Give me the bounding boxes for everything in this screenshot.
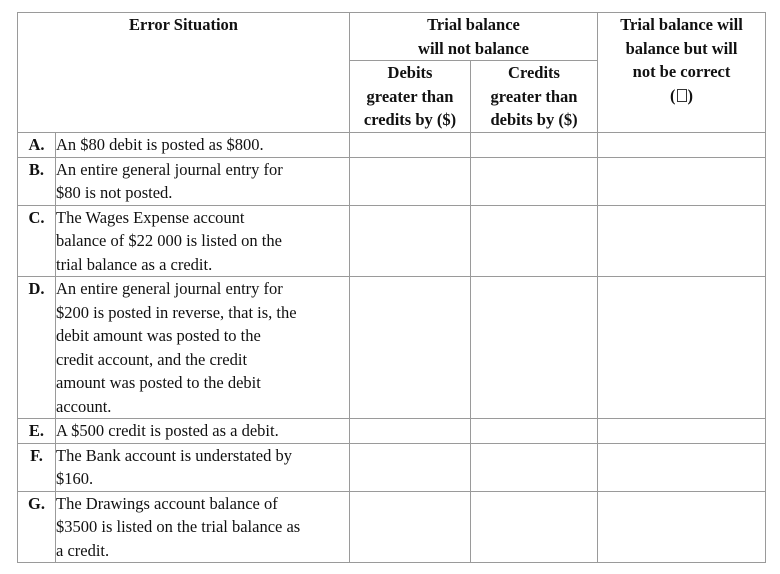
error-situation-header: Error Situation bbox=[18, 13, 350, 133]
description-line: An entire general journal entry for bbox=[56, 279, 283, 298]
debits-cell[interactable] bbox=[350, 419, 471, 444]
credits-line1: Credits bbox=[508, 63, 560, 82]
credits-cell[interactable] bbox=[471, 157, 598, 205]
row-letter: F. bbox=[18, 443, 56, 491]
error-row-f bbox=[18, 443, 766, 491]
description-line: account. bbox=[56, 396, 112, 416]
credits-cell[interactable] bbox=[471, 491, 598, 563]
row-description bbox=[56, 133, 350, 158]
description-line: debit amount was posted to the bbox=[56, 326, 261, 345]
correct-checkbox-hint bbox=[598, 84, 765, 108]
debits-cell[interactable] bbox=[350, 133, 471, 158]
error-row-d bbox=[18, 277, 766, 419]
description-line: The Drawings account balance of bbox=[56, 493, 278, 513]
description-line: $200 is posted in reverse, that is, the bbox=[56, 302, 297, 322]
credits-cell[interactable] bbox=[471, 205, 598, 277]
not-correct-cell[interactable] bbox=[598, 205, 766, 277]
correct-line1: Trial balance will bbox=[620, 15, 743, 34]
debits-line3: credits by ($) bbox=[363, 110, 457, 129]
credits-cell[interactable] bbox=[471, 443, 598, 491]
debits-cell[interactable] bbox=[350, 157, 471, 205]
will-not-balance-line1: Trial balance bbox=[427, 15, 520, 34]
not-correct-cell[interactable] bbox=[598, 443, 766, 491]
correct-line2: balance but will bbox=[625, 38, 738, 58]
error-row-b bbox=[18, 157, 766, 205]
description-line: $3500 is listed on the trial balance as bbox=[56, 517, 301, 536]
error-row-c bbox=[18, 205, 766, 277]
row-description bbox=[56, 419, 350, 444]
row-description bbox=[56, 157, 350, 205]
row-description bbox=[56, 491, 350, 563]
credits-line2: greater than bbox=[490, 86, 578, 106]
description-line: $160. bbox=[56, 469, 94, 488]
row-letter: B. bbox=[18, 157, 56, 205]
error-row-e bbox=[18, 419, 766, 444]
paren-close: ) bbox=[687, 85, 694, 105]
debits-line1: Debits bbox=[387, 63, 433, 82]
description-line: $80 is not posted. bbox=[56, 183, 173, 202]
row-description bbox=[56, 443, 350, 491]
debits-cell[interactable] bbox=[350, 277, 471, 419]
will-not-balance-line2: will not balance bbox=[418, 38, 529, 58]
error-row-a bbox=[18, 133, 766, 158]
description-line: trial balance as a credit. bbox=[56, 254, 213, 274]
header-row-1 bbox=[18, 13, 766, 61]
error-table bbox=[17, 12, 766, 563]
not-correct-cell[interactable] bbox=[598, 277, 766, 419]
description-line: balance of $22 000 is listed on the bbox=[56, 231, 282, 250]
paren-open: ( bbox=[670, 85, 676, 105]
debits-greater-header bbox=[350, 61, 471, 133]
description-line: a credit. bbox=[56, 540, 110, 560]
description-line: An $80 debit is posted as $800. bbox=[56, 135, 264, 154]
row-description bbox=[56, 277, 350, 419]
row-letter: D. bbox=[18, 277, 56, 419]
debits-cell[interactable] bbox=[350, 205, 471, 277]
credits-greater-header bbox=[471, 61, 598, 133]
credits-line3: debits by ($) bbox=[490, 110, 578, 129]
not-correct-cell[interactable] bbox=[598, 491, 766, 563]
not-correct-cell[interactable] bbox=[598, 133, 766, 158]
credits-cell[interactable] bbox=[471, 133, 598, 158]
debits-cell[interactable] bbox=[350, 443, 471, 491]
description-line: amount was posted to the debit bbox=[56, 373, 261, 392]
checkbox-icon bbox=[677, 89, 687, 102]
row-letter: E. bbox=[18, 419, 56, 444]
row-description bbox=[56, 205, 350, 277]
error-rows bbox=[18, 133, 766, 563]
error-row-g bbox=[18, 491, 766, 563]
description-line: credit account, and the credit bbox=[56, 349, 248, 369]
description-line: An entire general journal entry for bbox=[56, 159, 283, 179]
row-letter: C. bbox=[18, 205, 56, 277]
credits-cell[interactable] bbox=[471, 419, 598, 444]
credits-cell[interactable] bbox=[471, 277, 598, 419]
description-line: The Bank account is understated by bbox=[56, 445, 292, 465]
debits-cell[interactable] bbox=[350, 491, 471, 563]
description-line: The Wages Expense account bbox=[56, 207, 245, 227]
description-line: A $500 credit is posted as a debit. bbox=[56, 421, 279, 440]
correct-line3: not be correct bbox=[632, 62, 731, 81]
not-correct-cell[interactable] bbox=[598, 419, 766, 444]
balance-not-correct-header bbox=[598, 13, 766, 133]
row-letter: G. bbox=[18, 491, 56, 563]
row-letter: A. bbox=[18, 133, 56, 158]
will-not-balance-header bbox=[350, 13, 598, 61]
debits-line2: greater than bbox=[366, 86, 454, 106]
not-correct-cell[interactable] bbox=[598, 157, 766, 205]
